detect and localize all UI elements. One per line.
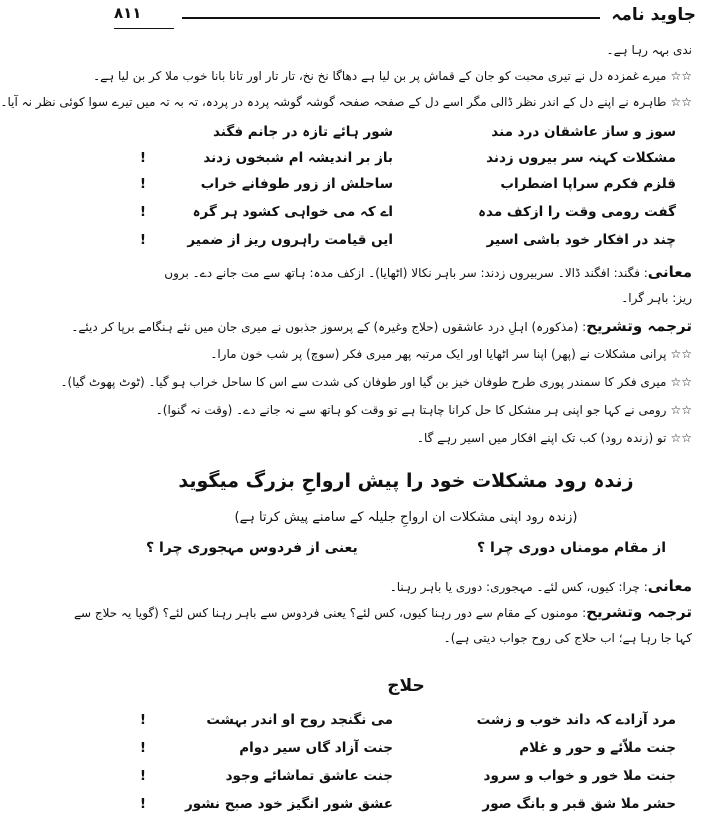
page-number: ۸۱۱ <box>114 4 142 22</box>
section-heading: زندہ رود مشکلات خود را پیش ارواحِ بزرگ میگوید <box>178 470 634 492</box>
verse-line: مشکلات کہنہ سر بیروں زدند باز بر اندیشہ ام شبخوں زدند ! <box>139 150 676 166</box>
intro-line: ☆☆طاہرہ نے اپنے دل کے اندر نظر ڈالی مگر اسے دل کے صفحہ صفحہ گوشہ گوشہ پردہ در پردہ، تہ بہ تہ میں تیرے سوا کوئی نظر نہ آیا۔ <box>0 95 692 109</box>
tarjuma-line: ☆☆رومی نے کہا جو اپنی ہر مشکل کا حل کرانا چاہتا ہے تو وقت کو ہاتھ سے نہ جانے دے۔ (وقت نہ گنوا)۔ <box>155 403 692 417</box>
maani-cont: ریز: باہر گرا۔ <box>621 291 692 305</box>
verse-line: گفت رومی وقت را ازکف مدہ اے کہ می خواہی کشود ہر گرہ ! <box>139 204 676 220</box>
intro-line: ندی بہہ رہا ہے۔ <box>606 43 692 57</box>
intro-line: ☆☆میرے غمزدہ دل نے تیری محبت کو جان کے قماش پر بن لیا ہے دھاگا نخ نخ، تار تار اور تانا بانا خوب ملا کر بن لیا ہے۔ <box>93 69 692 83</box>
section-heading-hallaj: حلاج <box>387 676 425 696</box>
tarjuma-line: ☆☆میری فکر کا سمندر پوری طرح طوفان خیز بن گیا اور طوفان کی شدت سے اس کا ساحل خراب ہو گیا۔ (ٹوٹ پھوٹ گیا)۔ <box>60 375 692 389</box>
page-header <box>112 4 700 28</box>
maani-line: معانی: چرا: کیوں، کس لئے۔ مہجوری: دوری یا باہر رہنا۔ <box>389 577 692 595</box>
verse-line: سوز و ساز عاشقان درد مند شور ہائے تازہ در جانم فگند <box>213 124 676 140</box>
verse-line: قلزم فکرم سراپا اضطراب ساحلش از زور طوفانے خراب ! <box>139 176 676 192</box>
section-subheading: (زندہ رود اپنی مشکلات ان ارواحِ جلیلہ کے سامنے پیش کرتا ہے) <box>234 510 578 525</box>
tarjuma-line: ترجمہ وتشریح: (مذکورہ) اہلِ درد عاشقوں (حلاج وغیرہ) کے پرسوز جذبوں نے میری جان میں نئے ہنگامے برپا کر دیئے۔ <box>71 317 692 335</box>
page-number-underline <box>114 28 174 29</box>
header-rule <box>182 17 600 19</box>
tarjuma-line: ☆☆پرانی مشکلات نے (پھر) اپنا سر اٹھایا اور ایک مرتبہ پھر میری فکر (سوچ) پر شب خون مارا۔ <box>210 347 692 361</box>
verse-line: چند در افکار خود باشی اسیر ایں قیامت راہروں ریز از ضمیر ! <box>139 232 676 248</box>
maani-line: معانی: فگند: افگند ڈالا۔ سربیروں زدند: سر باہر نکالا (اٹھایا)۔ ازکف مدہ: ہاتھ سے مت جانے دے۔ بروں <box>164 263 692 281</box>
book-title: جاوید نامہ <box>611 5 696 25</box>
tarjuma-cont: کہا جا رہا ہے؛ اب حلاج کی روح جواب دیتی ہے)۔ <box>443 631 692 645</box>
verse-line: مرد آزادے کہ داند خوب و زشت می نگنجد روح او اندر بہشت ! <box>139 712 676 728</box>
verse-line: حشر ملا شق قبر و بانگ صور عشق شور انگیز خود صبح نشور ! <box>139 796 676 812</box>
tarjuma-line: ☆☆تو (زندہ رود) کب تک اپنے افکار میں اسیر رہے گا۔ <box>416 431 692 445</box>
verse-line: جنت ملا خور و خواب و سرود جنت عاشق تماشائے وجود ! <box>139 768 676 784</box>
tarjuma-line: ترجمہ وتشریح: مومنوں کے مقام سے دور رہنا کیوں، کس لئے؟ یعنی فردوس سے باہر رہنا کس لئے؟ (گویا یہ حلاج سے <box>73 603 692 621</box>
verse-line: جنت ملاّئے و حور و غلام جنت آزاد گاں سیر دوام ! <box>139 740 676 756</box>
